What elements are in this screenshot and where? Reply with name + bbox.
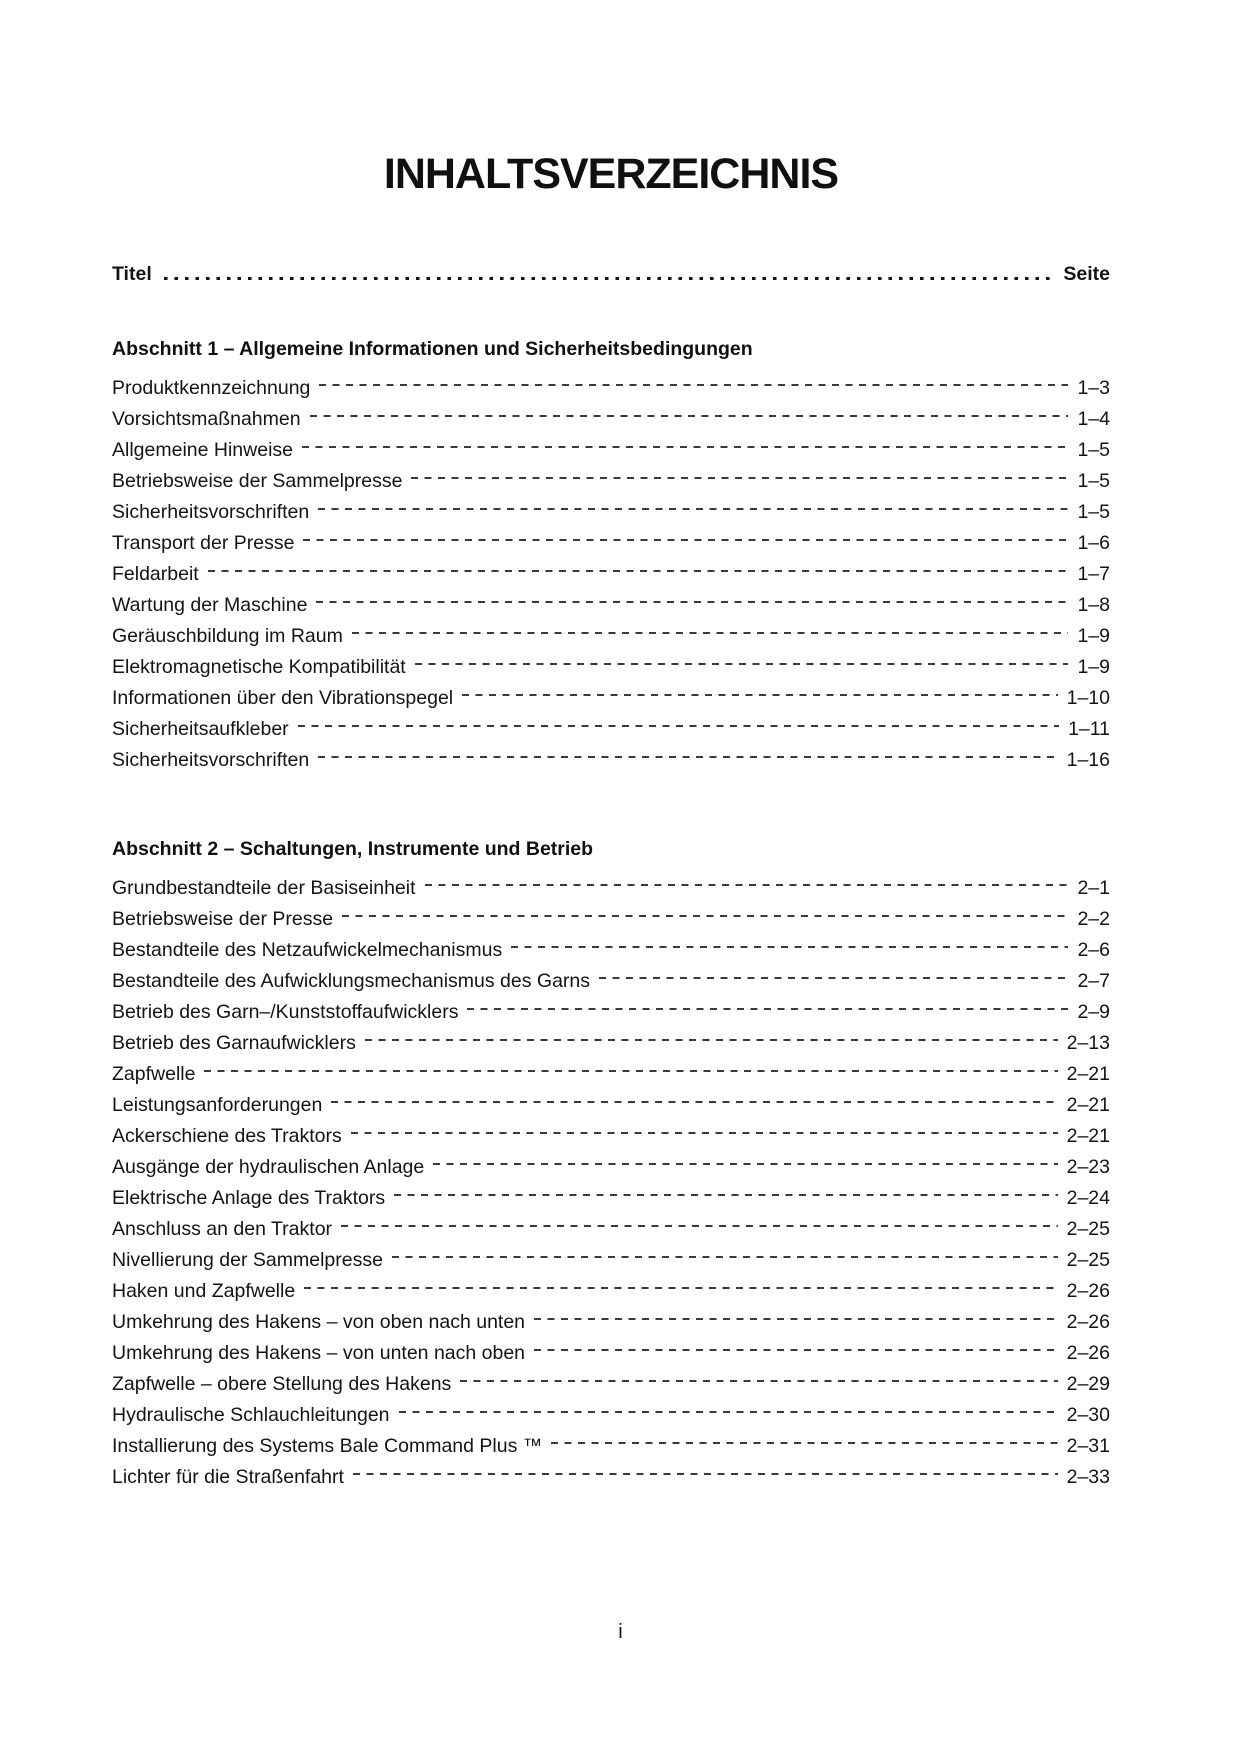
toc-entry-label: Feldarbeit — [112, 563, 199, 585]
dash-leader — [399, 1411, 1058, 1421]
toc-entry — [112, 1466, 1110, 1497]
dash-leader — [460, 1380, 1057, 1390]
toc-entry — [112, 687, 1110, 718]
toc-entry-page: 2–26 — [1066, 1311, 1110, 1333]
toc-entry-label: Allgemeine Hinweise — [112, 439, 294, 461]
toc-entry — [112, 1404, 1110, 1435]
toc-entry-label: Produktkennzeichnung — [112, 377, 311, 399]
toc-entry-page: 2–29 — [1066, 1373, 1110, 1395]
toc-entry — [112, 908, 1110, 939]
section — [112, 838, 1110, 1497]
toc-entry-page: 2–21 — [1066, 1063, 1110, 1085]
toc-entry — [112, 501, 1110, 532]
toc-entry-page: 2–26 — [1066, 1342, 1110, 1364]
dash-leader — [534, 1349, 1058, 1359]
dash-leader — [534, 1318, 1058, 1328]
toc-entry — [112, 1094, 1110, 1125]
toc-entry-page: 1–9 — [1077, 625, 1110, 647]
toc-entry-label: Ausgänge der hydraulischen Anlage — [112, 1156, 425, 1178]
dash-leader — [351, 1132, 1058, 1142]
toc-entry — [112, 1032, 1110, 1063]
dash-leader — [331, 1101, 1057, 1111]
toc-header-page-label: Seite — [1063, 263, 1110, 285]
toc-entry-page: 1–5 — [1077, 470, 1110, 492]
toc-entry-label: Betrieb des Garnaufwicklers — [112, 1032, 356, 1054]
toc-entry-page: 2–2 — [1077, 908, 1110, 930]
toc-entry-label: Umkehrung des Hakens – von oben nach unten — [112, 1311, 526, 1333]
dash-leader — [394, 1194, 1057, 1204]
toc-entry — [112, 563, 1110, 594]
toc-entry — [112, 625, 1110, 656]
toc-entry-page: 1–6 — [1077, 532, 1110, 554]
toc-entry-label: Zapfwelle — [112, 1063, 196, 1085]
toc-entry — [112, 1063, 1110, 1094]
toc-entry — [112, 377, 1110, 408]
dash-leader — [318, 756, 1057, 766]
toc-entry-page: 2–26 — [1066, 1280, 1110, 1302]
toc-entry — [112, 1125, 1110, 1156]
toc-entry-page: 2–31 — [1066, 1435, 1110, 1457]
toc-entry — [112, 594, 1110, 625]
toc-entry-label: Haken und Zapfwelle — [112, 1280, 296, 1302]
toc-entry-page: 1–7 — [1077, 563, 1110, 585]
toc-entry-page: 1–8 — [1077, 594, 1110, 616]
toc-entry-label: Nivellierung der Sammelpresse — [112, 1249, 383, 1271]
toc-entry-page: 1–11 — [1068, 718, 1110, 740]
toc-entry-label: Hydraulische Schlauchleitungen — [112, 1404, 390, 1426]
dash-leader — [352, 632, 1069, 642]
toc-entry — [112, 1311, 1110, 1342]
toc-entry — [112, 718, 1110, 749]
toc-entry-label: Vorsichtsmaßnahmen — [112, 408, 301, 430]
toc-entry — [112, 656, 1110, 687]
dash-leader — [411, 477, 1068, 487]
toc-entry-label: Informationen über den Vibrationspegel — [112, 687, 454, 709]
section — [112, 338, 1110, 780]
dash-leader — [204, 1070, 1057, 1080]
toc-entry-label: Grundbestandteile der Basiseinheit — [112, 877, 416, 899]
toc-entry-label: Installierung des Systems Bale Command Plus ™ — [112, 1435, 543, 1457]
toc-entry-label: Umkehrung des Hakens – von unten nach oben — [112, 1342, 526, 1364]
dash-leader — [392, 1256, 1058, 1266]
toc-entry-page: 2–24 — [1066, 1187, 1110, 1209]
toc-entry-page: 2–25 — [1066, 1218, 1110, 1240]
toc-entry-label: Bestandteile des Aufwicklungsmechanismus des Garns — [112, 970, 590, 992]
toc-entry-page: 2–21 — [1066, 1094, 1110, 1116]
toc-entry — [112, 939, 1110, 970]
section-heading: Abschnitt 2 – Schaltungen, Instrumente und Betrieb — [112, 838, 594, 860]
dash-leader — [342, 915, 1068, 925]
toc-entry-page: 2–33 — [1066, 1466, 1110, 1488]
toc-entry — [112, 1187, 1110, 1218]
section-heading: Abschnitt 1 – Allgemeine Informationen und Sicherheitsbedingungen — [112, 338, 753, 360]
dash-leader — [365, 1039, 1058, 1049]
dash-leader — [208, 570, 1069, 580]
toc-entry-page: 2–7 — [1077, 970, 1110, 992]
toc-entry-label: Zapfwelle – obere Stellung des Hakens — [112, 1373, 452, 1395]
toc-sections — [112, 338, 1110, 1497]
toc-entry-page: 1–5 — [1077, 439, 1110, 461]
dash-leader — [415, 663, 1069, 673]
toc-entry-label: Ackerschiene des Traktors — [112, 1125, 342, 1147]
toc-entry — [112, 1280, 1110, 1311]
dash-leader — [298, 725, 1059, 735]
toc-entry — [112, 1249, 1110, 1280]
toc-entry-label: Sicherheitsvorschriften — [112, 501, 310, 523]
toc-entry-label: Elektrische Anlage des Traktors — [112, 1187, 386, 1209]
dash-leader — [425, 884, 1069, 894]
dash-leader — [599, 977, 1068, 987]
dash-leader — [341, 1225, 1058, 1235]
dash-leader — [318, 508, 1068, 518]
dash-leader — [302, 446, 1068, 456]
toc-entry-page: 2–23 — [1066, 1156, 1110, 1178]
toc-entry — [112, 1218, 1110, 1249]
toc-entry-label: Anschluss an den Traktor — [112, 1218, 333, 1240]
toc-entry — [112, 1373, 1110, 1404]
toc-entry-label: Elektromagnetische Kompatibilität — [112, 656, 406, 678]
toc-entry-page: 2–9 — [1077, 1001, 1110, 1023]
dash-leader — [303, 539, 1068, 549]
toc-entry — [112, 1001, 1110, 1032]
toc-entry-page: 2–1 — [1077, 877, 1110, 899]
toc-entry — [112, 532, 1110, 563]
dash-leader — [462, 694, 1057, 704]
toc-entry — [112, 1342, 1110, 1373]
toc-entry — [112, 408, 1110, 439]
toc-entry-label: Geräuschbildung im Raum — [112, 625, 343, 647]
toc-entry — [112, 470, 1110, 501]
dash-leader — [319, 384, 1068, 394]
toc-entry — [112, 1435, 1110, 1466]
toc-entry-page: 1–3 — [1077, 377, 1110, 399]
toc-entry — [112, 970, 1110, 1001]
toc-entry-label: Wartung der Maschine — [112, 594, 308, 616]
toc-entry — [112, 439, 1110, 470]
toc-entry-page: 2–13 — [1066, 1032, 1110, 1054]
toc-entry — [112, 749, 1110, 780]
toc-entry-label: Sicherheitsvorschriften — [112, 749, 310, 771]
toc-entry — [112, 1156, 1110, 1187]
dash-leader — [353, 1473, 1058, 1483]
dash-leader — [551, 1442, 1057, 1452]
toc-entry-label: Sicherheitsaufkleber — [112, 718, 289, 740]
dash-leader — [316, 601, 1068, 611]
toc-entry-page: 2–25 — [1066, 1249, 1110, 1271]
toc-entry-label: Transport der Presse — [112, 532, 295, 554]
toc-entry-page: 2–30 — [1066, 1404, 1110, 1426]
toc-entry-label: Lichter für die Straßenfahrt — [112, 1466, 344, 1488]
page-number-footer: i — [618, 1621, 623, 1643]
dash-leader — [310, 415, 1069, 425]
toc-entry-page: 1–16 — [1066, 749, 1110, 771]
toc-entry-page: 1–4 — [1077, 408, 1110, 430]
toc-entry-page: 1–5 — [1077, 501, 1110, 523]
toc-entry-page: 2–21 — [1066, 1125, 1110, 1147]
dash-leader — [467, 1008, 1068, 1018]
dash-leader — [511, 946, 1068, 956]
toc-entry-page: 1–10 — [1066, 687, 1110, 709]
toc-entry-label: Bestandteile des Netzaufwickelmechanismus — [112, 939, 503, 961]
dot-leader — [164, 265, 1054, 280]
toc-entry-label: Betriebsweise der Presse — [112, 908, 334, 930]
toc-header-row — [112, 263, 1110, 286]
toc-entry-label: Betriebsweise der Sammelpresse — [112, 470, 403, 492]
toc-entry-page: 1–9 — [1077, 656, 1110, 678]
page-title: INHALTSVERZEICHNIS — [383, 150, 839, 198]
toc-entry — [112, 877, 1110, 908]
toc-entry-label: Leistungsanforderungen — [112, 1094, 323, 1116]
section-entries — [112, 377, 1110, 780]
dash-leader — [304, 1287, 1057, 1297]
section-entries — [112, 877, 1110, 1497]
toc-entry-label: Betrieb des Garn–/Kunststoffaufwicklers — [112, 1001, 459, 1023]
toc-header-title-label: Titel — [112, 263, 152, 285]
dash-leader — [433, 1163, 1057, 1173]
toc-entry-page: 2–6 — [1077, 939, 1110, 961]
